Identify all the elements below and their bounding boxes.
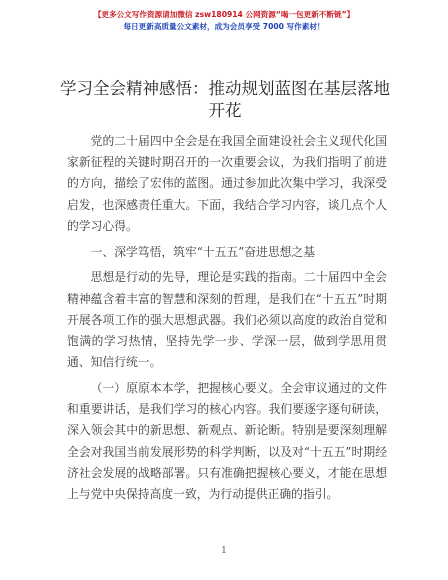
document-body (67, 131, 387, 510)
section-heading: 一、深学笃悟，筑牢“十五五”奋进思想之基 (90, 244, 316, 259)
intro-paragraph: 党的二十届四中全会是在我国全面建设社会主义现代化国家新征程的关键时期召开的一次重要会议，为我们指明了前进的方向，描绘了宏伟的蓝图。通过参加此次集中学习，我深受启发，也深感责任重大。下面，我结合学习内容，谈几点个人的学习心得。 (67, 134, 387, 233)
document-title-line-1: 学习全会精神感悟：推动规划蓝图在基层落地 (60, 79, 390, 98)
page-number: 1 (221, 546, 227, 556)
subsection-paragraph: （一）原原本本学，把握核心要义。全会审议通过的文件和重要讲话，是我们学习的核心内容。我们要逐字逐句研读，深入领会其中的新思想、新观点、新论断。特别是要深刻理解全会对我国当前发展形势的科学判断，以及对“十五五”时期经济社会发展的战略部署。只有准确把握核心要义，才能在思想上与党中央保持高度一致，为行动提供正确的指引。 (67, 381, 387, 502)
document-title-line-2: 开花 (208, 101, 242, 120)
document-title (60, 78, 390, 122)
promo-banner-line-1: 【更多公文写作资源请加微信 zsw180914 公网资源“喝一包更新不断链”】 (93, 10, 355, 19)
promo-banner-line-2: 每日更新高质量公文素材，成为会员享受 7000 写作素材！ (123, 22, 325, 31)
body-paragraph: 思想是行动的先导，理论是实践的指南。二十届四中全会精神蕴含着丰富的智慧和深刻的哲理，是我们在“十五五”时期开展各项工作的强大思想武器。我们必须以高度的政治自觉和饱满的学习热情，坚持先学一步、学深一层，做到学思用贯通、知信行统一。 (67, 270, 387, 370)
